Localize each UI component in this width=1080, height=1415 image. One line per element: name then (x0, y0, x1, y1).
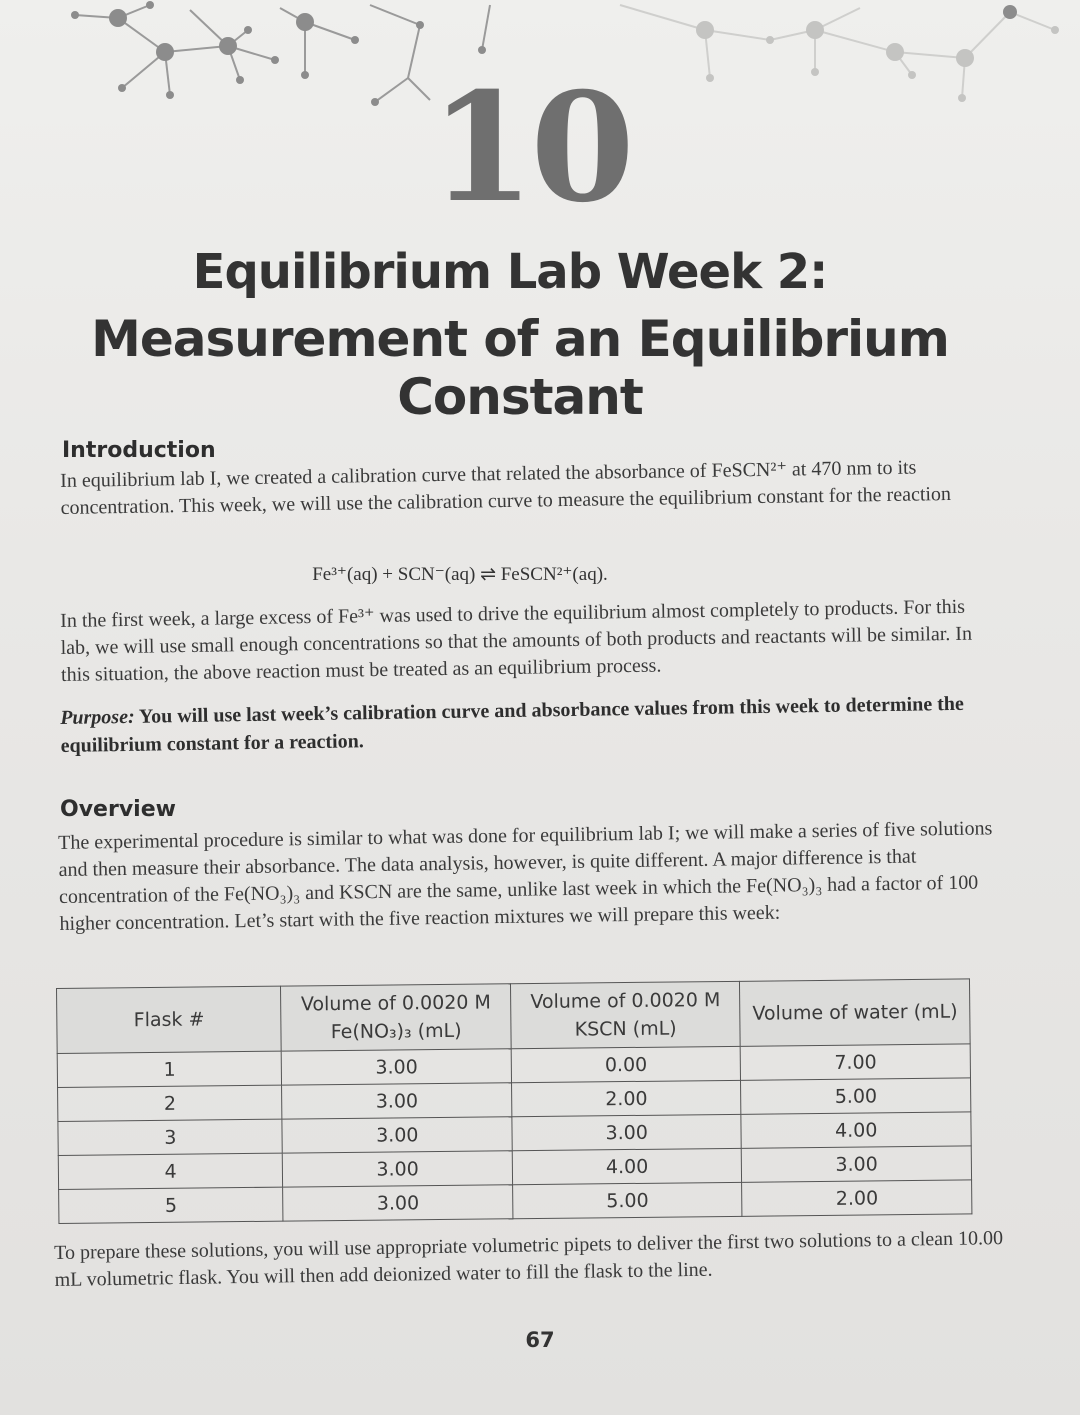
overview-heading: Overview (60, 797, 176, 822)
table-cell: 2 (58, 1085, 283, 1121)
table-cell: 5.00 (513, 1182, 743, 1218)
closing-paragraph: To prepare these solutions, you will use appropriate volumetric pipets to deliver the first two solutions to a clean 10.00 mL volumetric flask. You will then add deionized water to fill the flask to the line. (54, 1227, 1004, 1291)
table-cell: 1 (57, 1051, 282, 1087)
table-cell: 5 (59, 1187, 284, 1223)
table-header-fe-no3: Volume of 0.0020 M Fe(NO₃)₃ (mL) (281, 984, 511, 1051)
table-cell: 0.00 (511, 1046, 741, 1082)
table-cell: 4 (58, 1153, 283, 1189)
table-cell: 2.00 (742, 1180, 972, 1216)
table-cell: 2.00 (511, 1080, 741, 1116)
table-header-flask: Flask # (57, 986, 282, 1053)
introduction-paragraph-1: In equilibrium lab I, we created a calibration curve that related the absorbance of FeSCN²⁺ at 470 nm to its concentration. This week, we will use the calibration curve to measure the equilibrium constant for the reaction (60, 456, 952, 519)
table-cell: 3.00 (512, 1114, 742, 1150)
purpose-label: Purpose: (60, 705, 135, 729)
introduction-heading: Introduction (62, 438, 216, 463)
table-cell: 3.00 (282, 1049, 512, 1085)
overview-paragraph: The experimental procedure is similar to what was done for equilibrium lab I; we will make a series of five solutions and then measure their absorbance. The data analysis, however, is quite different. A major difference is that concentration of the Fe(NO₃)₃ and KSCN are the same, unlike last week in which the Fe(NO₃)₃ had a factor of 100 higher concentration. Let’s start with the five reaction mixtures we will prepare this week: (58, 817, 993, 935)
page-title-line-1: Equilibrium Lab Week 2: (192, 244, 828, 300)
page-number: 67 (525, 1328, 555, 1352)
table-header-water: Volume of water (mL) (740, 979, 970, 1046)
purpose-text: You will use last week’s calibration curve and absorbance values from this week to determine the equilibrium constant for a reaction. (60, 692, 964, 757)
table-header-row (57, 979, 971, 1054)
page-title-line-2: Measurement of an Equilibrium Constant (91, 310, 949, 426)
table-cell: 3.00 (742, 1146, 972, 1182)
table-cell: 3.00 (282, 1117, 512, 1153)
table-cell: 3.00 (283, 1185, 513, 1221)
chapter-number: 10 (430, 60, 631, 236)
table-cell: 5.00 (741, 1078, 971, 1114)
introduction-paragraph-2: In the first week, a large excess of Fe³⁺ was used to drive the equilibrium almost completely to products. For this lab, we will use small enough concentrations so that the amounts of both products and reactants will be similar. In this situation, the above reaction must be treated as an equilibrium process. (60, 595, 973, 686)
table-cell: 3.00 (282, 1083, 512, 1119)
table-cell: 4.00 (741, 1112, 971, 1148)
table-cell: 7.00 (741, 1044, 971, 1080)
table-cell: 3.00 (283, 1151, 513, 1187)
flask-preparation-table (56, 978, 972, 1224)
reaction-equation: Fe³⁺(aq) + SCN⁻(aq) ⇌ FeSCN²⁺(aq). (312, 564, 608, 585)
table-cell: 3 (58, 1119, 283, 1155)
table-cell: 4.00 (512, 1148, 742, 1184)
table-header-kscn: Volume of 0.0020 M KSCN (mL) (510, 981, 740, 1048)
purpose-statement (60, 689, 1001, 760)
